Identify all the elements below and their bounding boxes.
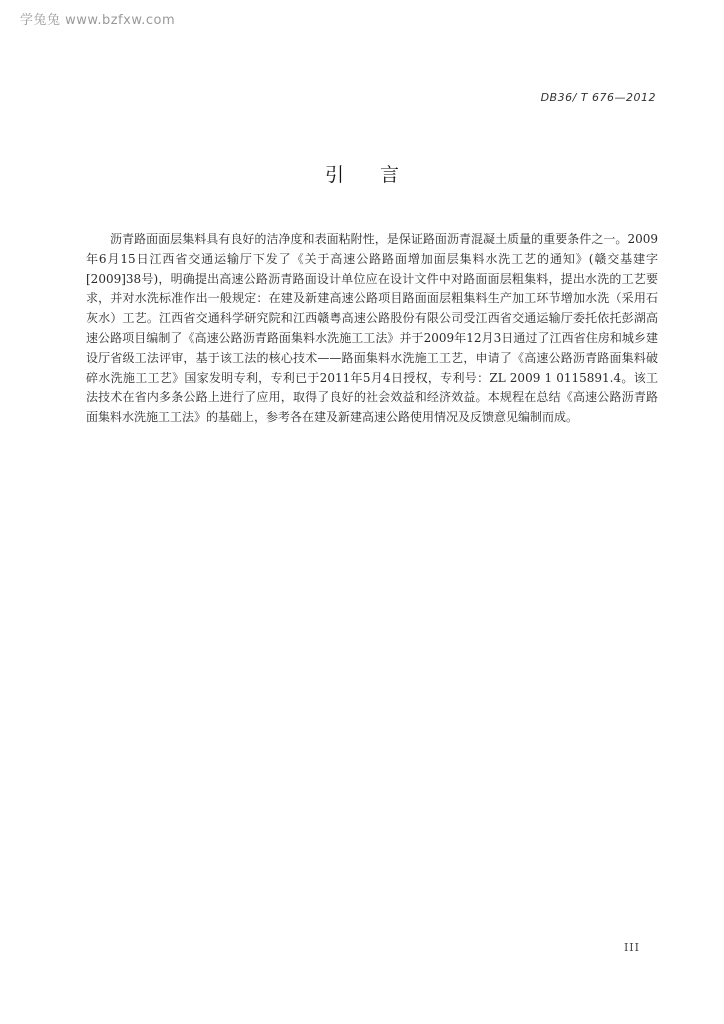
introduction-body [86,230,658,428]
page-title: 引言 [324,164,435,186]
watermark: 学兔兔 www.bzfxw.com [20,13,176,28]
standard-code: DB36/ T 676—2012 [540,91,656,104]
page-number: III [623,941,640,954]
introduction-paragraph: 沥青路面面层集料具有良好的洁净度和表面粘附性，是保证路面沥青混凝土质量的重要条件之一。2009年6月15日江西省交通运输厅下发了《关于高速公路路面增加面层集料水洗工艺的通知》(赣交基建字[2009]38号)，明确提出高速公路沥青路面设计单位应在设计文件中对路面面层粗集料，提出水洗的工艺要求，并对水洗标准作出一般规定：在建及新建高速公路项目路面面层粗集料生产加工环节增加水洗（采用石灰水）工艺。江西省交通科学研究院和江西赣粤高速公路股份有限公司受江西省交通运输厅委托依托彭湖高速公路项目编制了《高速公路沥青路面集料水洗施工工法》并于2009年12月3日通过了江西省住房和城乡建设厅省级工法评审，基于该工法的核心技术——路面集料水洗施工工艺，申请了《高速公路沥青路面集料破碎水洗施工工艺》国家发明专利，专利已于2011年5月4日授权，专利号：ZL 2009 1 0115891.4。该工法技术在省内多条公路上进行了应用，取得了良好的社会效益和经济效益。本规程在总结《高速公路沥青路面集料水洗施工工法》的基础上，参考各在建及新建高速公路使用情况及反馈意见编制而成。 [86,232,658,425]
